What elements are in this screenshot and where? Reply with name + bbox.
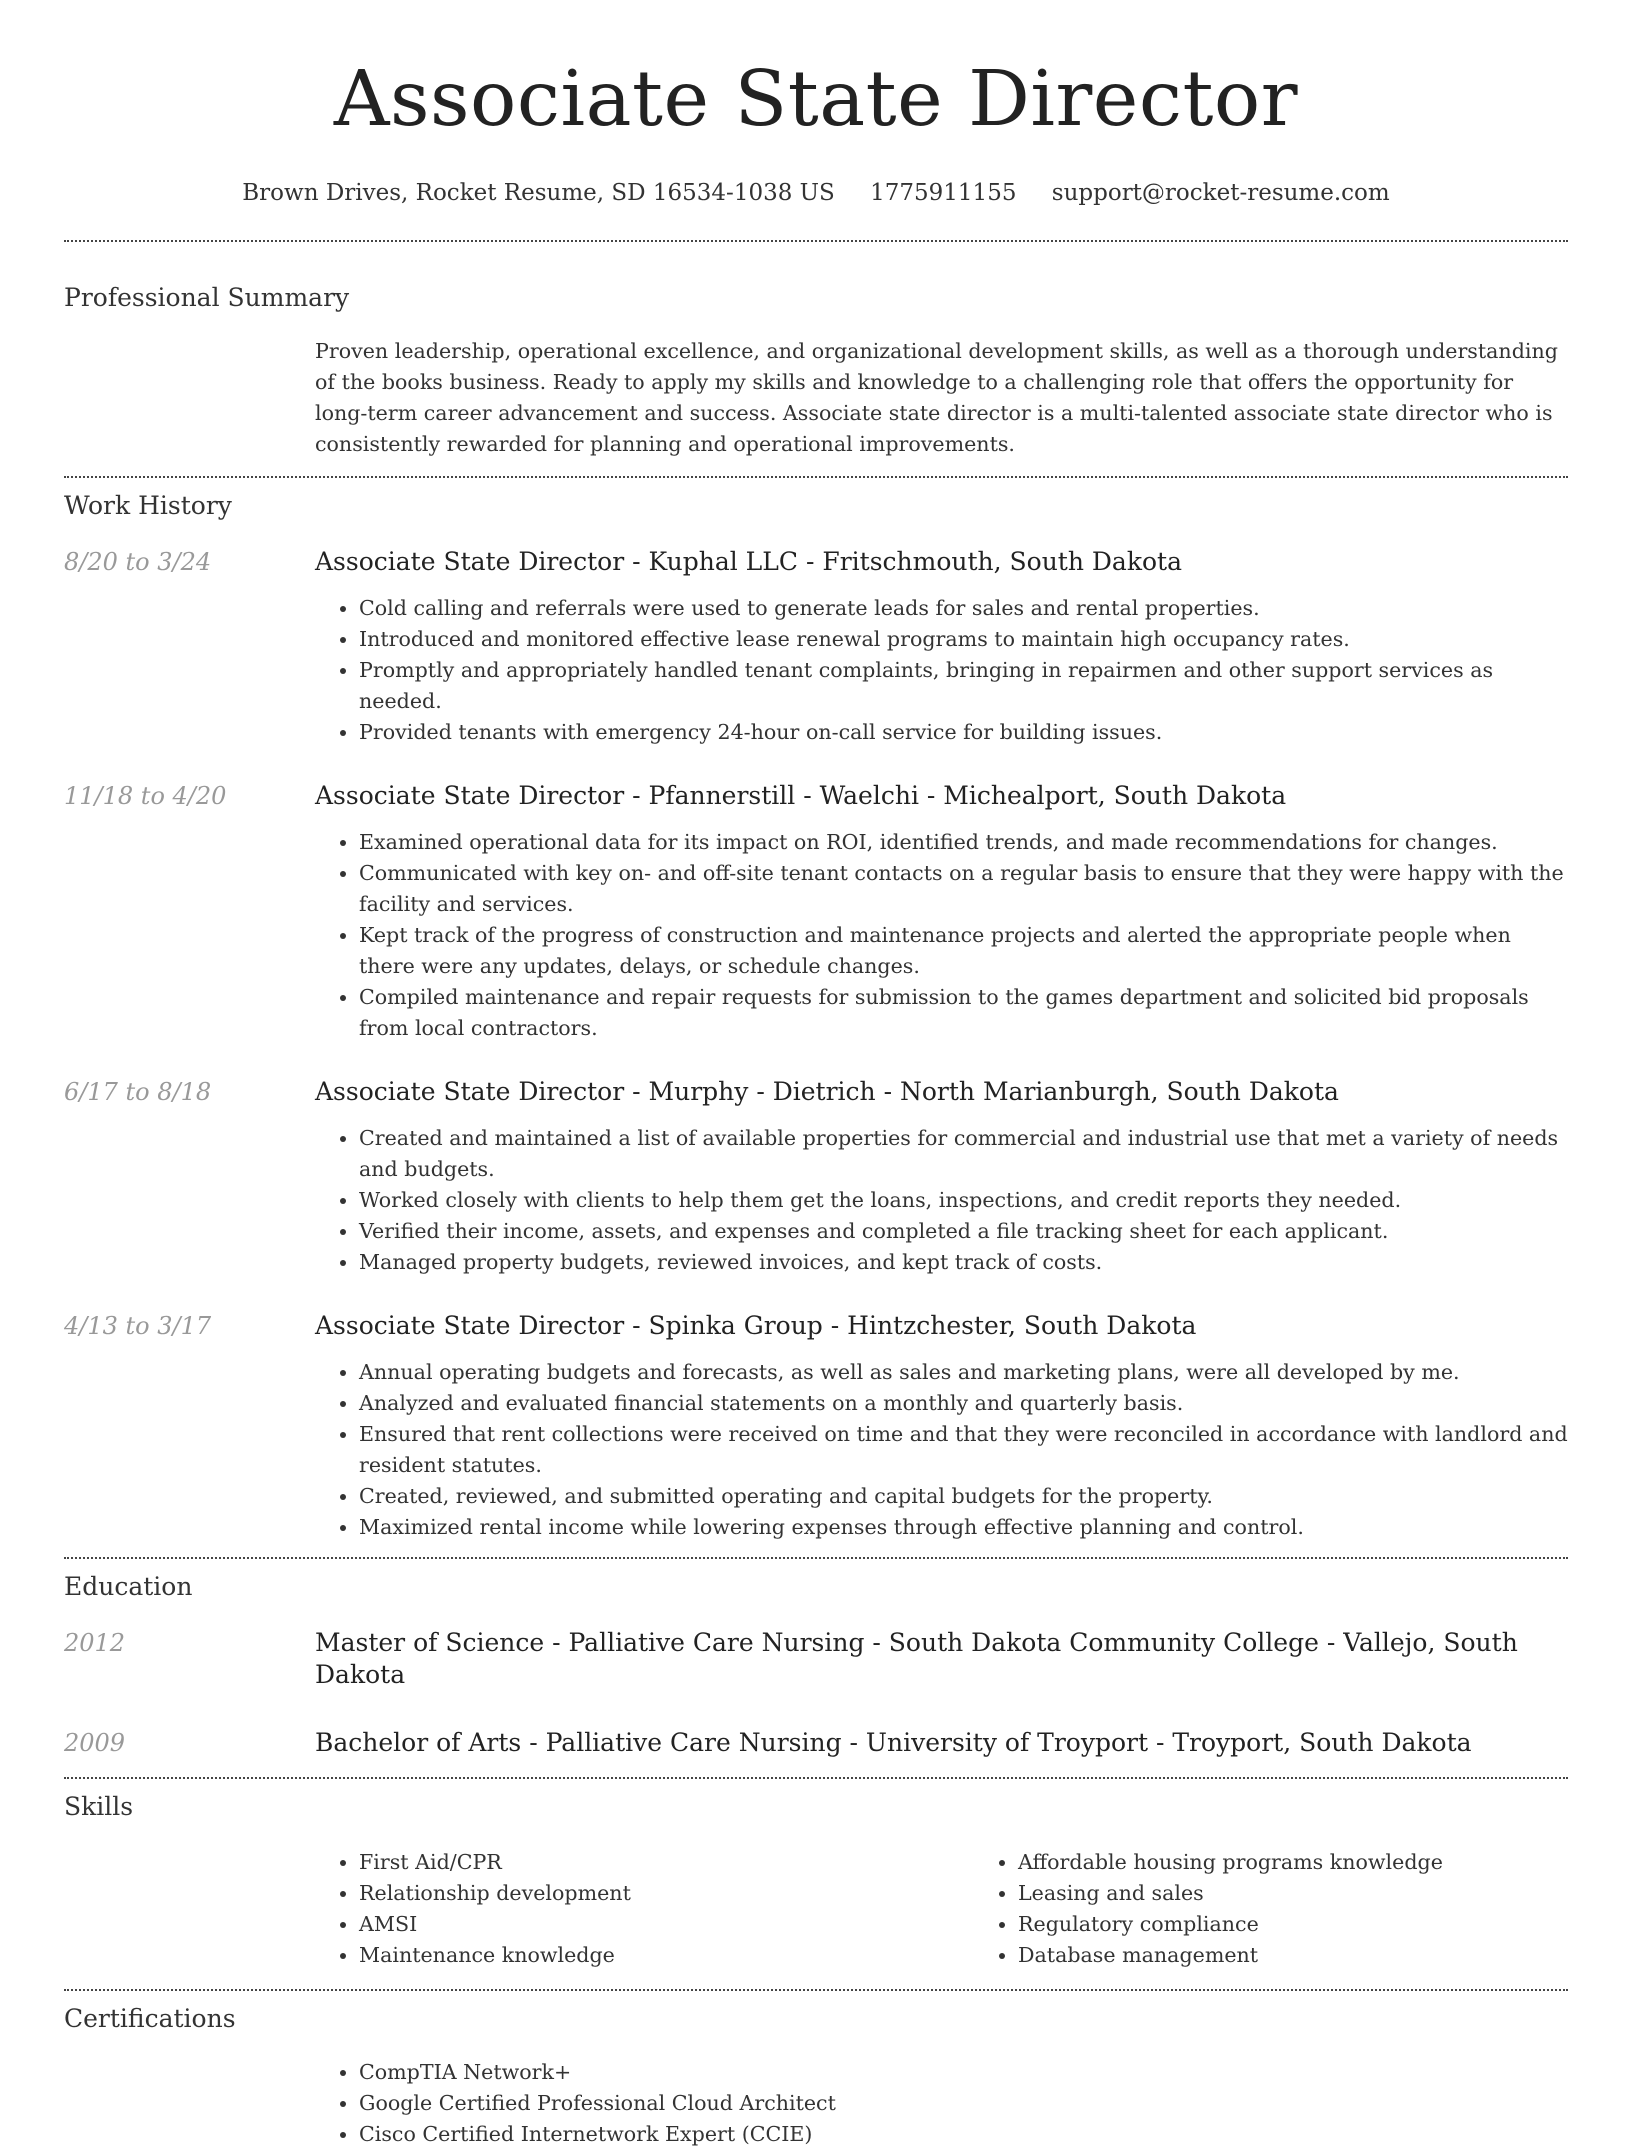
job-bullet: • Communicated with key on- and off-site tenant contacts on a regular basis to ensure that they were happy with the facility and services. [359, 858, 1568, 920]
skill-item: • Database management [1018, 1940, 1632, 1971]
summary-text: Proven leadership, operational excellence, and organizational development skills, as well as a thorough understanding of the books business. Ready to apply my skills and knowledge to a challenging role that offers the opportunity for long-term career advancement and success. Associate state director is a multi-talented associate state director who is consistently rewarded for planning and operational improvements. [315, 339, 1558, 456]
contact-line [0, 178, 1632, 208]
skills-section [0, 1779, 1632, 1971]
education-year: 2009 [64, 1729, 126, 1757]
skill-item: • Maintenance knowledge [359, 1940, 974, 1971]
section-title-certifications: Certifications [64, 2004, 236, 2033]
summary-section [0, 242, 1632, 460]
skill-item: • Leasing and sales [1018, 1878, 1632, 1909]
contact-email: support@rocket-resume.com [1051, 180, 1390, 206]
job-bullet: • Created and maintained a list of available properties for commercial and industrial use that met a variety of needs and budgets. [359, 1123, 1568, 1185]
section-title-summary: Professional Summary [64, 283, 350, 312]
job-dates: 8/20 to 3/24 [64, 548, 212, 576]
section-title-work: Work History [64, 491, 232, 520]
job-bullet: • Kept track of the progress of construction and maintenance projects and alerted the appropriate people when there were any updates, delays, or schedule changes. [359, 920, 1568, 982]
job-dates: 11/18 to 4/20 [64, 782, 227, 810]
job-bullet: • Cold calling and referrals were used to generate leads for sales and rental properties. [359, 593, 1568, 624]
work-history-section [0, 478, 1632, 1543]
job-dates: 4/13 to 3/17 [64, 1312, 212, 1340]
resume-header [0, 0, 1632, 208]
education-section [0, 1559, 1632, 1759]
job-bullets [315, 827, 1568, 1044]
certifications-section [0, 1991, 1632, 2150]
contact-address: Brown Drives, Rocket Resume, SD 16534-1038 US [242, 180, 835, 206]
job-heading: Associate State Director - Kuphal LLC - Fritschmouth, South Dakota [315, 547, 1182, 576]
section-title-education: Education [64, 1572, 193, 1601]
job-bullets [315, 1357, 1568, 1543]
education-degree: Master of Science - Palliative Care Nursing - South Dakota Community College - Vallejo, South Dakota [315, 1628, 1518, 1689]
skill-item: • Regulatory compliance [1018, 1909, 1632, 1940]
job-bullet: • Ensured that rent collections were received on time and that they were reconciled in accordance with landlord and resident statutes. [359, 1419, 1568, 1481]
job-bullet: • Managed property budgets, reviewed invoices, and kept track of costs. [359, 1247, 1568, 1278]
skills-columns [315, 1847, 1632, 1971]
education-entry [64, 1627, 1568, 1691]
job-bullet: • Analyzed and evaluated financial statements on a monthly and quarterly basis. [359, 1388, 1568, 1419]
job-bullet: • Verified their income, assets, and expenses and completed a file tracking sheet for each applicant. [359, 1216, 1568, 1247]
job-heading: Associate State Director - Murphy - Dietrich - North Marianburgh, South Dakota [315, 1077, 1339, 1106]
education-entry [64, 1727, 1568, 1759]
job-bullet: • Provided tenants with emergency 24-hour on-call service for building issues. [359, 717, 1568, 748]
job-bullet: • Promptly and appropriately handled tenant complaints, bringing in repairmen and other support services as needed. [359, 655, 1568, 717]
job-entry [64, 1310, 1568, 1543]
job-heading: Associate State Director - Pfannerstill - Waelchi - Michealport, South Dakota [315, 781, 1287, 810]
job-bullets [315, 593, 1568, 748]
job-bullet: • Annual operating budgets and forecasts, as well as sales and marketing plans, were all developed by me. [359, 1357, 1568, 1388]
job-entry [64, 546, 1568, 748]
contact-phone: 1775911155 [870, 180, 1017, 206]
education-degree: Bachelor of Arts - Palliative Care Nursing - University of Troyport - Troyport, South Dakota [315, 1728, 1472, 1757]
job-bullet: • Compiled maintenance and repair requests for submission to the games department and solicited bid proposals from local contractors. [359, 982, 1568, 1044]
job-heading: Associate State Director - Spinka Group - Hintzchester, South Dakota [315, 1311, 1197, 1340]
skill-item: • Affordable housing programs knowledge [1018, 1847, 1632, 1878]
certification-item: • Cisco Certified Internetwork Expert (CCIE) [359, 2119, 1568, 2150]
certification-item: • CompTIA Network+ [359, 2057, 1568, 2088]
certifications-list [315, 2057, 1568, 2150]
skills-list-left [315, 1847, 974, 1971]
skill-item: • AMSI [359, 1909, 974, 1940]
skill-item: • Relationship development [359, 1878, 974, 1909]
skill-item: • First Aid/CPR [359, 1847, 974, 1878]
job-entry [64, 780, 1568, 1044]
job-bullet: • Created, reviewed, and submitted operating and capital budgets for the property. [359, 1481, 1568, 1512]
job-bullets [315, 1123, 1568, 1278]
certification-item: • Google Certified Professional Cloud Architect [359, 2088, 1568, 2119]
education-year: 2012 [64, 1629, 126, 1657]
resume-name: Associate State Director [333, 55, 1299, 144]
job-bullet: • Worked closely with clients to help them get the loans, inspections, and credit reports they needed. [359, 1185, 1568, 1216]
job-bullet: • Examined operational data for its impact on ROI, identified trends, and made recommendations for changes. [359, 827, 1568, 858]
job-entry [64, 1076, 1568, 1278]
job-bullet: • Maximized rental income while lowering expenses through effective planning and control. [359, 1512, 1568, 1543]
job-dates: 6/17 to 8/18 [64, 1078, 212, 1106]
section-title-skills: Skills [64, 1792, 134, 1821]
job-bullet: • Introduced and monitored effective lease renewal programs to maintain high occupancy rates. [359, 624, 1568, 655]
skills-list-right [974, 1847, 1632, 1971]
